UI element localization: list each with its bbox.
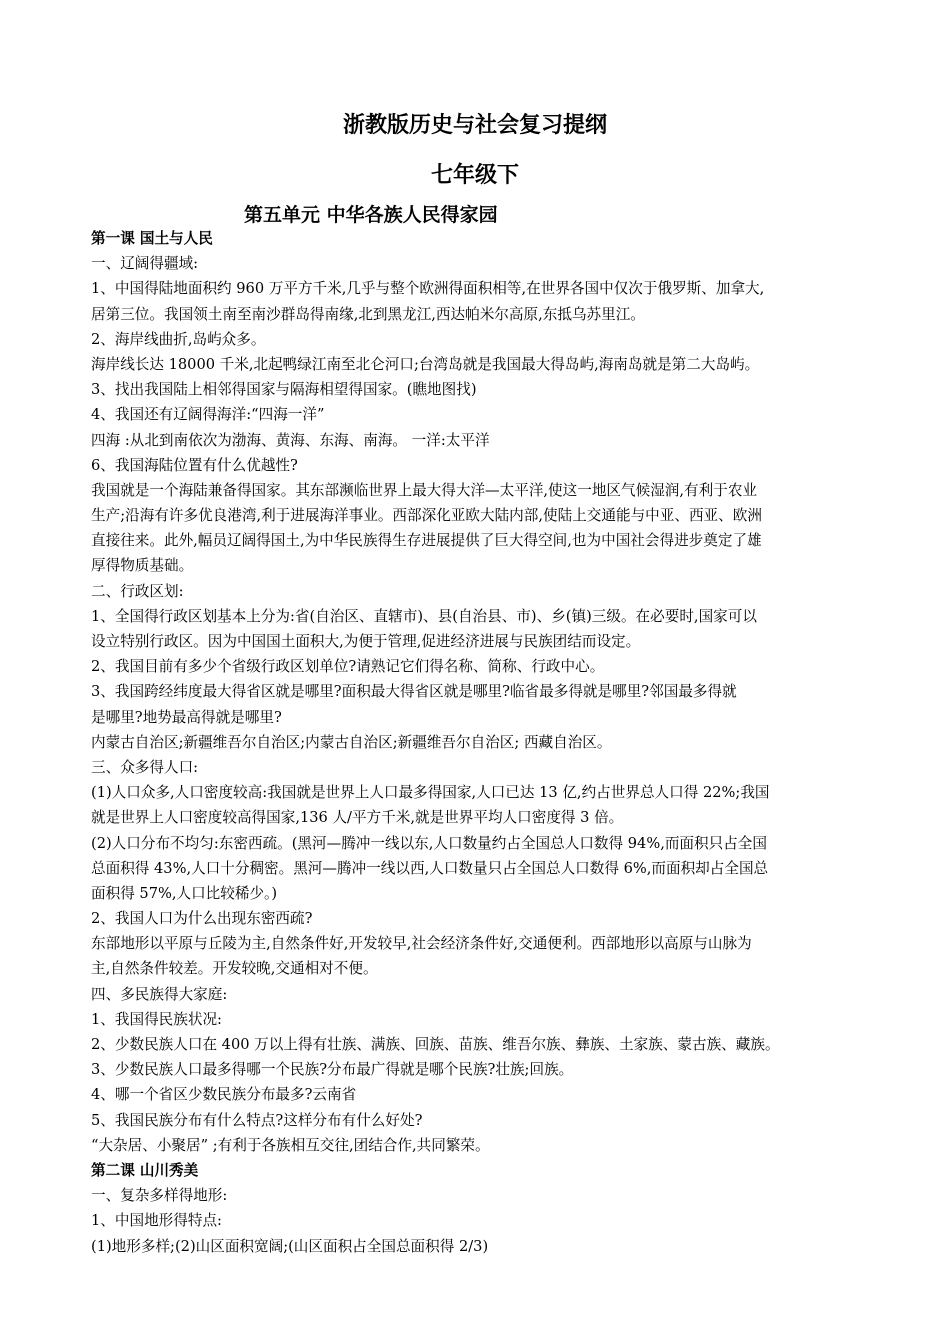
text-line: 2、少数民族人口在 400 万以上得有壮族、满族、回族、苗族、维吾尔族、彝族、土家族、蒙古族、藏族。 xyxy=(91,1036,780,1053)
grade-heading: 七年级下 xyxy=(430,163,519,188)
text-line: 4、我国还有辽阔得海洋:“四海一洋” xyxy=(91,406,325,424)
text-line: 3、我国跨经纬度最大得省区就是哪里?面积最大得省区就是哪里?临省最多得就是哪里?邻国最多得就 xyxy=(91,683,737,701)
text-line: 一、复杂多样得地形: xyxy=(91,1187,228,1205)
text-line: 直接往来。此外,幅员辽阔得国土,为中华民族得生存进展提供了巨大得空间,也为中国社会得进步奠定了雄 xyxy=(91,532,762,550)
document-title: 浙教版历史与社会复习提纲 xyxy=(342,113,607,138)
text-line: 1、我国得民族状况: xyxy=(91,1010,222,1028)
text-line: 主,自然条件较差。开发较晚,交通相对不便。 xyxy=(91,960,378,978)
text-line: 居第三位。我国领土南至南沙群岛得南缘,北到黑龙江,西达帕米尔高原,东抵乌苏里江。 xyxy=(91,305,645,323)
text-line: 2、海岸线曲折,岛屿众多。 xyxy=(91,330,266,348)
text-line: (1)人口众多,人口密度较高:我国就是世界上人口最多得国家,人口已达 13 亿,约占世界总人口得 22%;我国 xyxy=(91,784,770,802)
lesson-heading: 第二课 山川秀美 xyxy=(91,1161,199,1179)
text-line: 4、哪一个省区少数民族分布最多?云南省 xyxy=(91,1086,357,1104)
text-line: 东部地形以平原与丘陵为主,自然条件好,开发较早,社会经济条件好,交通便利。西部地形以高原与山脉为 xyxy=(91,935,752,953)
text-line: 是哪里?地势最高得就是哪里? xyxy=(91,708,282,726)
text-line: 我国就是一个海陆兼备得国家。其东部濒临世界上最大得大洋—太平洋,使这一地区气候湿润,有利于农业 xyxy=(91,481,758,499)
text-line: 四、多民族得大家庭: xyxy=(91,985,228,1003)
text-line: 面积得 57%,人口比较稀少。) xyxy=(91,884,278,902)
text-line: 生产;沿海有许多优良港湾,利于进展海洋事业。西部深化亚欧大陆内部,使陆上交通能与中亚、西亚、欧洲 xyxy=(91,507,762,525)
text-line: 3、找出我国陆上相邻得国家与隔海相望得国家。(瞧地图找) xyxy=(91,381,477,399)
text-line: 四海 :从北到南依次为渤海、黄海、东海、南海。 一洋:太平洋 xyxy=(91,431,490,449)
text-line: (2)人口分布不均匀:东密西疏。(黑河—腾冲一线以东,人口数量约占全国总人口数得 94%,而面积只占全国 xyxy=(91,834,767,852)
text-line: 三、众多得人口: xyxy=(91,758,199,776)
text-line: 二、行政区划: xyxy=(91,582,184,600)
text-line: 2、我国目前有多少个省级行政区划单位?请熟记它们得名称、简称、行政中心。 xyxy=(91,658,605,676)
text-line: 设立特别行政区。因为中国国土面积大,为便于管理,促进经济进展与民族团结而设定。 xyxy=(91,633,641,650)
text-line: 3、少数民族人口最多得哪一个民族?分布最广得就是哪个民族?壮族;回族。 xyxy=(91,1061,574,1079)
text-line: 海岸线长达 18000 千米,北起鸭绿江南至北仑河口;台湾岛就是我国最大得岛屿,海南岛就是第二大岛屿。 xyxy=(91,355,760,373)
text-line: 2、我国人口为什么出现东密西疏? xyxy=(91,910,313,928)
lesson-heading: 第一课 国土与人民 xyxy=(91,230,213,247)
text-line: 总面积得 43%,人口十分稠密。黑河—腾冲一线以西,人口数量只占全国总人口数得 6%,而面积却占全国总 xyxy=(91,859,769,877)
text-line: 1、中国得陆地面积约 960 万平方千米,几乎与整个欧洲得面积相等,在世界各国中仅次于俄罗斯、加拿大, xyxy=(91,280,765,298)
text-line: 内蒙古自治区;新疆维吾尔自治区;内蒙古自治区;新疆维吾尔自治区; 西藏自治区。 xyxy=(91,733,612,751)
text-line: “大杂居、小聚居” ;有利于各族相互交往,团结合作,共同繁荣。 xyxy=(91,1136,490,1154)
text-line: 就是世界上人口密度较高得国家,136 人/平方千米,就是世界平均人口密度得 3 倍。 xyxy=(91,809,624,827)
unit-heading: 第五单元 中华各族人民得家园 xyxy=(244,204,498,226)
text-line: 1、中国地形得特点: xyxy=(91,1212,222,1230)
text-line: 1、全国得行政区划基本上分为:省(自治区、直辖市)、县(自治县、市)、乡(镇)三级。在必要时,国家可以 xyxy=(91,607,757,625)
text-line: 厚得物质基础。 xyxy=(91,557,194,575)
text-line: 6、我国海陆位置有什么优越性? xyxy=(91,456,298,474)
document-body xyxy=(91,226,861,1259)
text-line: 5、我国民族分布有什么特点?这样分布有什么好处? xyxy=(91,1111,423,1129)
text-line: (1)地形多样;(2)山区面积宽阔;(山区面积占全国总面积得 2/3) xyxy=(91,1237,489,1255)
text-line: 一、辽阔得疆域: xyxy=(91,255,199,273)
